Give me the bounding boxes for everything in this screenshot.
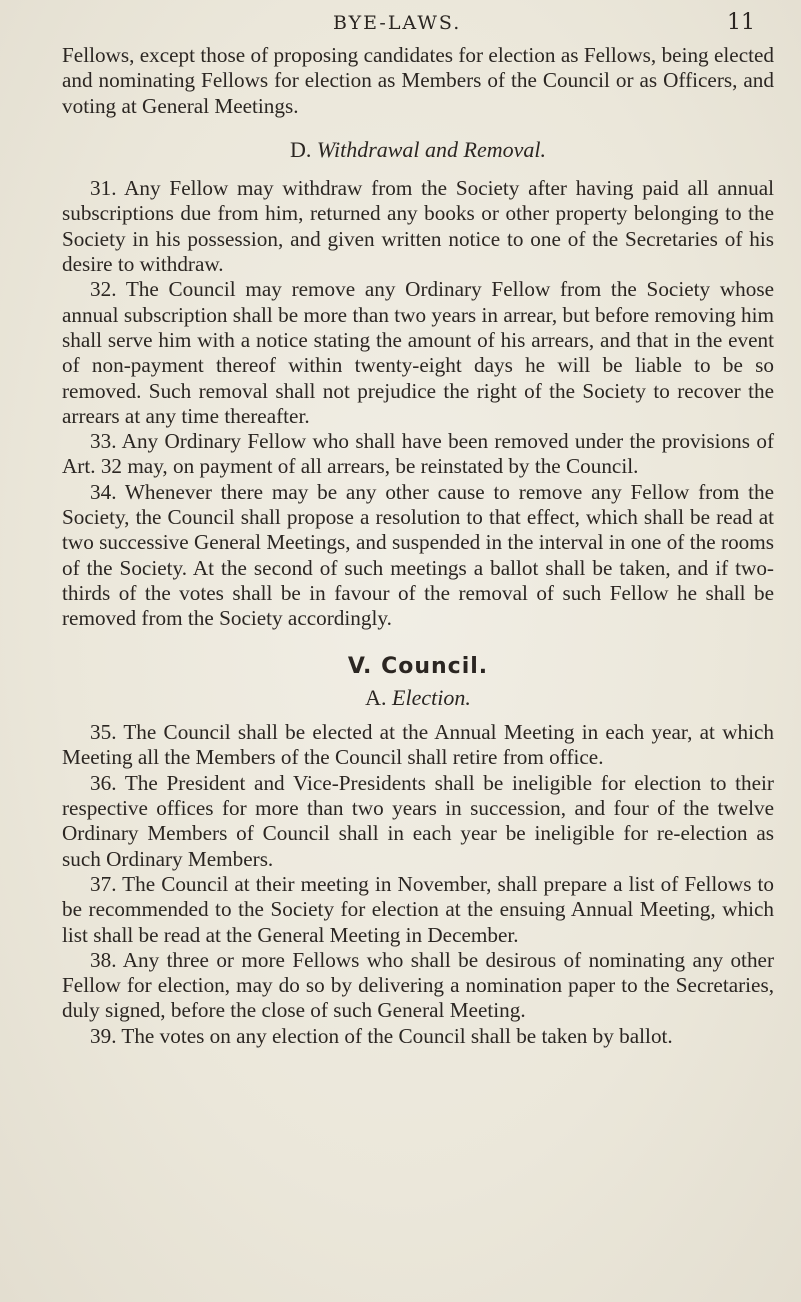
article-36: 36. The President and Vice-Presidents shall be ineligible for election to their respective offices for more than two years in succession, and four of the twelve Ordinary Members of Council shall in each year be ineligible for re-election as such Ordinary Members. [62,770,774,871]
running-title: BYE-LAWS. [333,12,462,34]
section-heading-withdrawal [62,137,774,162]
section-title: Withdrawal and Removal. [316,136,547,162]
article-34: 34. Whenever there may be any other cause to remove any Fellow from the Society, the Council shall propose a resolution to that effect, which shall be read at two successive General Meetings, and suspended in the interval in one of the rooms of the Society. At the second of such meetings a ballot shall be taken, and if two-thirds of the votes shall be in favour of the removal of such Fellow he shall be removed from the Society accordingly. [62,479,774,631]
section-heading-election [62,685,774,710]
article-38: 38. Any three or more Fellows who shall be desirous of nominating any other Fellow for election, may do so by delivering a nomination paper to the Secretaries, duly signed, before the close of such General Meeting. [62,947,774,1023]
article-37: 37. The Council at their meeting in November, shall prepare a list of Fellows to be recommended to the Society for election at the ensuing Annual Meeting, which list shall be read at the General Meeting in December. [62,871,774,947]
article-32: 32. The Council may remove any Ordinary Fellow from the Society whose annual subscription shall be more than two years in arrear, but before removing him shall serve him with a notice stating the amount of his arrears, and that in the event of non-payment thereof within twenty-eight days he will be liable to be so removed. Such removal shall not prejudice the right of the Society to recover the arrears at any time thereafter. [62,277,774,428]
article-31: 31. Any Fellow may withdraw from the Society after having paid all annual subscriptions due from him, returned any books or other property belonging to the Society in his possession, and given written notice to one of the Secretaries of his desire to withdraw. [62,176,774,277]
section-title: Election. [392,684,471,710]
article-33: 33. Any Ordinary Fellow who shall have been removed under the provisions of Art. 32 may, on payment of all arrears, be reinstated by the Council. [62,429,774,479]
intro-paragraph: Fellows, except those of proposing candidates for election as Fellows, being elected and nominating Fellows for election as Members of the Council or as Officers, and voting at General Meetings. [62,43,774,118]
article-35: 35. The Council shall be elected at the Annual Meeting in each year, at which Meeting all the Members of the Council shall retire from office. [62,720,774,770]
chapter-heading-council: V. Council. [347,653,489,679]
body-text [62,43,774,1049]
article-39: 39. The votes on any election of the Council shall be taken by ballot. [90,1023,673,1048]
running-head [0,10,801,44]
section-letter: A. [365,684,387,710]
section-letter: D. [289,136,312,162]
page-number: 11 [727,10,755,35]
